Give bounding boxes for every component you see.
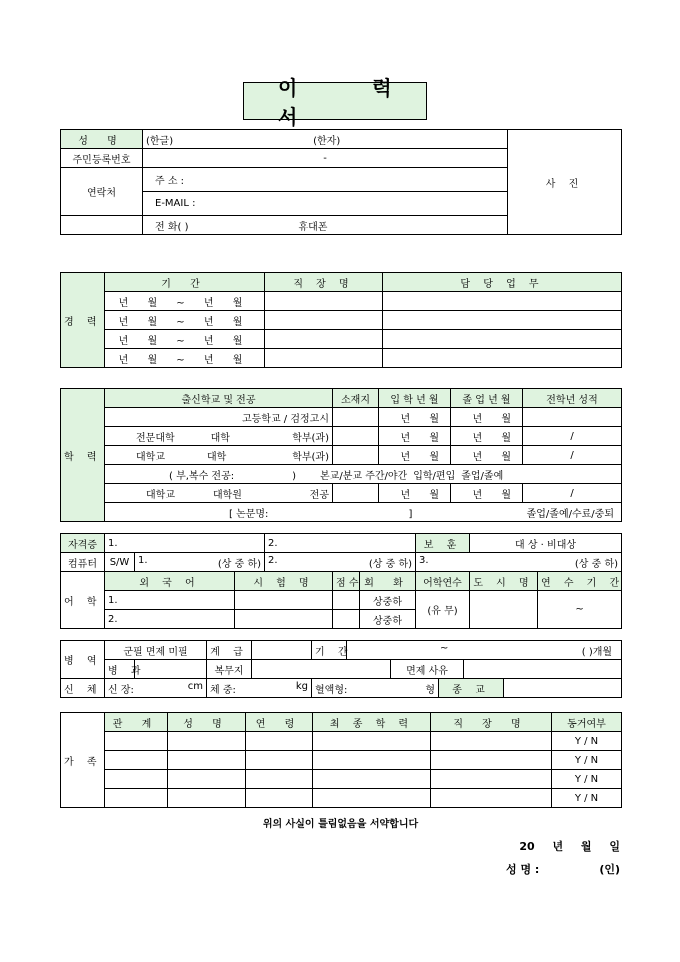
career-duty[interactable]	[383, 311, 622, 330]
career-period[interactable]: 년 월 ~ 년 월	[105, 292, 265, 311]
highschool-field[interactable]: 고등학교 / 검정고시	[105, 408, 333, 427]
service-field[interactable]	[252, 660, 391, 679]
contact-label: 연락처	[61, 168, 143, 216]
resident-label: 주민등록번호	[61, 149, 143, 168]
family-header-company: 직 장 명	[431, 713, 552, 732]
name-label: 성 명	[61, 130, 143, 149]
university-field[interactable]	[105, 446, 333, 465]
family-cohabit[interactable]: Y / N	[552, 751, 622, 770]
grad-school: 대학원	[212, 489, 242, 501]
family-education[interactable]	[313, 770, 431, 789]
blood-field[interactable]	[312, 679, 439, 698]
edu-admission[interactable]: 년 월	[379, 427, 451, 446]
weight-label: 체 중:	[210, 684, 236, 696]
sw-2-level: (상 중 하)	[368, 558, 412, 570]
thesis-row[interactable]	[105, 503, 622, 522]
career-period[interactable]: 년 월 ~ 년 월	[105, 349, 265, 368]
minor-label: ( 부,복수 전공:	[169, 470, 235, 482]
lang-header-training: 어학연수	[416, 572, 470, 591]
computer-label: 컴퓨터	[61, 553, 105, 572]
career-period[interactable]: 년 월 ~ 년 월	[105, 330, 265, 349]
height-field[interactable]	[105, 679, 207, 698]
mobile-label: 휴대폰	[298, 221, 328, 233]
college-field[interactable]	[105, 427, 333, 446]
family-header-age: 연 령	[246, 713, 313, 732]
thesis-label: [ 논문명:	[229, 508, 269, 520]
award-value[interactable]: 대 상 · 비대상	[470, 534, 622, 553]
branch-label: 병 과	[105, 660, 135, 679]
edu-admission[interactable]: 년 월	[379, 446, 451, 465]
career-section-label: 경 력	[61, 273, 105, 368]
edu-header-location: 소재지	[333, 389, 379, 408]
religion-field[interactable]	[504, 679, 622, 698]
family-relation[interactable]	[105, 770, 168, 789]
family-name[interactable]	[168, 770, 246, 789]
sw-2[interactable]	[265, 553, 416, 572]
family-company[interactable]	[431, 789, 552, 808]
lang-header-period: 연 수 기 간	[538, 572, 622, 591]
college-school: 대학	[210, 432, 230, 444]
lang-conversation[interactable]: 상중하	[360, 610, 416, 629]
minor-close: )	[292, 470, 297, 482]
education-section-label: 학 력	[61, 389, 105, 522]
career-period[interactable]: 년 월 ~ 년 월	[105, 311, 265, 330]
signature-line[interactable]	[506, 861, 620, 877]
rank-field[interactable]	[252, 641, 312, 660]
edu-header-graduation: 졸 업 년 월	[451, 389, 523, 408]
career-table	[60, 272, 622, 368]
family-header-name: 성 명	[168, 713, 246, 732]
grad-univ: 대학교	[146, 489, 175, 501]
career-duty[interactable]	[383, 349, 622, 368]
lang-header-language: 외 국 어	[105, 572, 235, 591]
career-header-period: 기 간	[105, 273, 265, 292]
rank-label: 계 급	[207, 641, 252, 660]
family-header-cohabit: 동거여부	[552, 713, 622, 732]
family-age[interactable]	[246, 789, 313, 808]
family-company[interactable]	[431, 732, 552, 751]
edu-location[interactable]	[333, 408, 379, 427]
family-name[interactable]	[168, 751, 246, 770]
sw-1[interactable]	[135, 553, 265, 572]
graduation-type: 졸업/졸예	[461, 470, 504, 482]
edu-header-admission: 입 학 년 월	[379, 389, 451, 408]
family-age[interactable]	[246, 751, 313, 770]
sw-3[interactable]	[416, 553, 622, 572]
blood-unit: 형	[425, 684, 436, 696]
edu-header-grade: 전학년 성적	[523, 389, 622, 408]
edu-admission[interactable]: 년 월	[379, 484, 451, 503]
signature-date[interactable]: 20 년 월 일	[519, 840, 620, 853]
family-cohabit[interactable]: Y / N	[552, 770, 622, 789]
family-age[interactable]	[246, 770, 313, 789]
body-section-label: 신 체	[61, 679, 105, 698]
pledge-text: 위의 사실이 틀림없음을 서약합니다	[262, 819, 419, 830]
edu-grade[interactable]	[523, 408, 622, 427]
period-months: ( )개월	[581, 646, 613, 658]
sw-3-level: (상 중 하)	[574, 558, 619, 570]
univ-dept: 학부(과)	[292, 451, 329, 463]
family-education[interactable]	[313, 751, 431, 770]
lang-score[interactable]	[333, 610, 360, 629]
cert-language-table	[60, 533, 625, 629]
education-table	[60, 388, 622, 522]
lang-header-exam: 시 험 명	[235, 572, 333, 591]
lang-score[interactable]	[333, 591, 360, 610]
sw-1-level: (상 중 하)	[217, 558, 261, 570]
edu-grade[interactable]: /	[523, 484, 622, 503]
phone-field[interactable]	[143, 216, 508, 235]
family-company[interactable]	[431, 770, 552, 789]
univ-school: 대학	[206, 451, 227, 463]
exemption-field[interactable]	[464, 660, 622, 679]
phone-label: 전 화( )	[155, 221, 189, 233]
career-company[interactable]	[265, 330, 383, 349]
period-tilde: ~	[440, 642, 449, 654]
career-duty[interactable]	[383, 330, 622, 349]
service-label: 복무지	[207, 660, 252, 679]
family-name[interactable]	[168, 789, 246, 808]
language-section-label: 어 학	[61, 572, 105, 629]
edu-graduation[interactable]: 년 월	[451, 408, 523, 427]
family-cohabit[interactable]: Y / N	[552, 789, 622, 808]
career-header-company: 직 장 명	[265, 273, 383, 292]
career-header-duty: 담 당 업 무	[383, 273, 622, 292]
document-title: 이 력 서	[243, 82, 427, 120]
college-type: 전문대학	[136, 432, 175, 444]
family-company[interactable]	[431, 751, 552, 770]
edu-grade[interactable]: /	[523, 427, 622, 446]
lang-row-1[interactable]: 1.	[105, 591, 235, 610]
family-relation[interactable]	[105, 751, 168, 770]
thesis-close: ]	[408, 508, 413, 520]
graduation-status: 졸업/졸예/수료/중퇴	[526, 508, 614, 520]
family-header-education: 최 종 학 력	[313, 713, 431, 732]
career-company[interactable]	[265, 311, 383, 330]
signature-label: 성 명 :	[506, 863, 540, 876]
seal-mark: (인)	[599, 863, 620, 876]
name-field[interactable]	[143, 130, 508, 149]
lang-city[interactable]	[470, 591, 538, 629]
military-status[interactable]: 군필 면제 미필	[105, 641, 207, 660]
family-relation[interactable]	[105, 789, 168, 808]
career-duty[interactable]	[383, 292, 622, 311]
blood-label: 혈액형:	[315, 684, 348, 696]
lang-period[interactable]: ~	[538, 591, 622, 629]
family-header-relation: 관 계	[105, 713, 168, 732]
family-section-label: 가 족	[61, 713, 105, 808]
religion-label: 종 교	[439, 679, 504, 698]
edu-graduation[interactable]: 년 월	[451, 484, 523, 503]
grad-major: 전공	[309, 489, 329, 501]
edu-location[interactable]	[333, 484, 379, 503]
name-korean-label: (한글)	[146, 135, 174, 147]
lang-header-score: 점 수	[333, 572, 360, 591]
photo-box[interactable]: 사 진	[508, 130, 622, 235]
college-dept: 학부(과)	[292, 432, 329, 444]
family-education[interactable]	[313, 789, 431, 808]
lang-header-city: 도 시 명	[470, 572, 538, 591]
sw-label: S/W	[105, 553, 135, 572]
family-cohabit[interactable]: Y / N	[552, 732, 622, 751]
edu-location[interactable]	[333, 446, 379, 465]
family-education[interactable]	[313, 732, 431, 751]
campus-type: 본교/분교 주간/야간	[320, 470, 408, 482]
graduate-school-field[interactable]	[105, 484, 333, 503]
edu-location[interactable]	[333, 427, 379, 446]
military-section-label: 병 역	[61, 641, 105, 679]
military-body-table	[60, 640, 622, 698]
address-field[interactable]: 주 소 :	[143, 168, 508, 192]
lang-exam[interactable]	[235, 591, 333, 610]
career-company[interactable]	[265, 292, 383, 311]
height-unit: cm	[187, 680, 204, 692]
lang-header-conversation: 회 화	[360, 572, 416, 591]
edu-grade[interactable]: /	[523, 446, 622, 465]
lang-conversation[interactable]: 상중하	[360, 591, 416, 610]
family-table	[60, 712, 622, 808]
lang-exam[interactable]	[235, 610, 333, 629]
admission-type: 입학/편입	[413, 470, 456, 482]
univ-type: 대학교	[136, 451, 165, 463]
cert-label: 자격증	[61, 534, 105, 553]
edu-admission[interactable]: 년 월	[379, 408, 451, 427]
family-relation[interactable]	[105, 732, 168, 751]
sw-1-num: 1.	[138, 554, 148, 566]
weight-field[interactable]	[207, 679, 312, 698]
email-field[interactable]: E-MAIL :	[143, 192, 508, 216]
height-label: 신 장:	[108, 684, 134, 696]
exemption-label: 면제 사유	[391, 660, 464, 679]
sw-2-num: 2.	[268, 554, 278, 566]
edu-graduation[interactable]: 년 월	[451, 446, 523, 465]
lang-row-2[interactable]: 2.	[105, 610, 235, 629]
personal-table	[60, 129, 622, 235]
family-name[interactable]	[168, 732, 246, 751]
career-company[interactable]	[265, 349, 383, 368]
family-age[interactable]	[246, 732, 313, 751]
sw-3-num: 3.	[419, 554, 429, 566]
cert-1[interactable]: 1.	[105, 534, 265, 553]
period-label: 기 간	[312, 641, 347, 660]
military-period[interactable]	[347, 641, 622, 660]
minor-row[interactable]	[105, 465, 622, 484]
edu-graduation[interactable]: 년 월	[451, 427, 523, 446]
award-label: 보 훈	[416, 534, 470, 553]
cert-2[interactable]: 2.	[265, 534, 416, 553]
weight-unit: kg	[295, 680, 309, 692]
name-hanja-label: (한자)	[313, 135, 341, 147]
lang-training[interactable]: (유 무)	[416, 591, 470, 629]
edu-header-school: 출신학교 및 전공	[105, 389, 333, 408]
resident-field[interactable]: -	[143, 149, 508, 168]
